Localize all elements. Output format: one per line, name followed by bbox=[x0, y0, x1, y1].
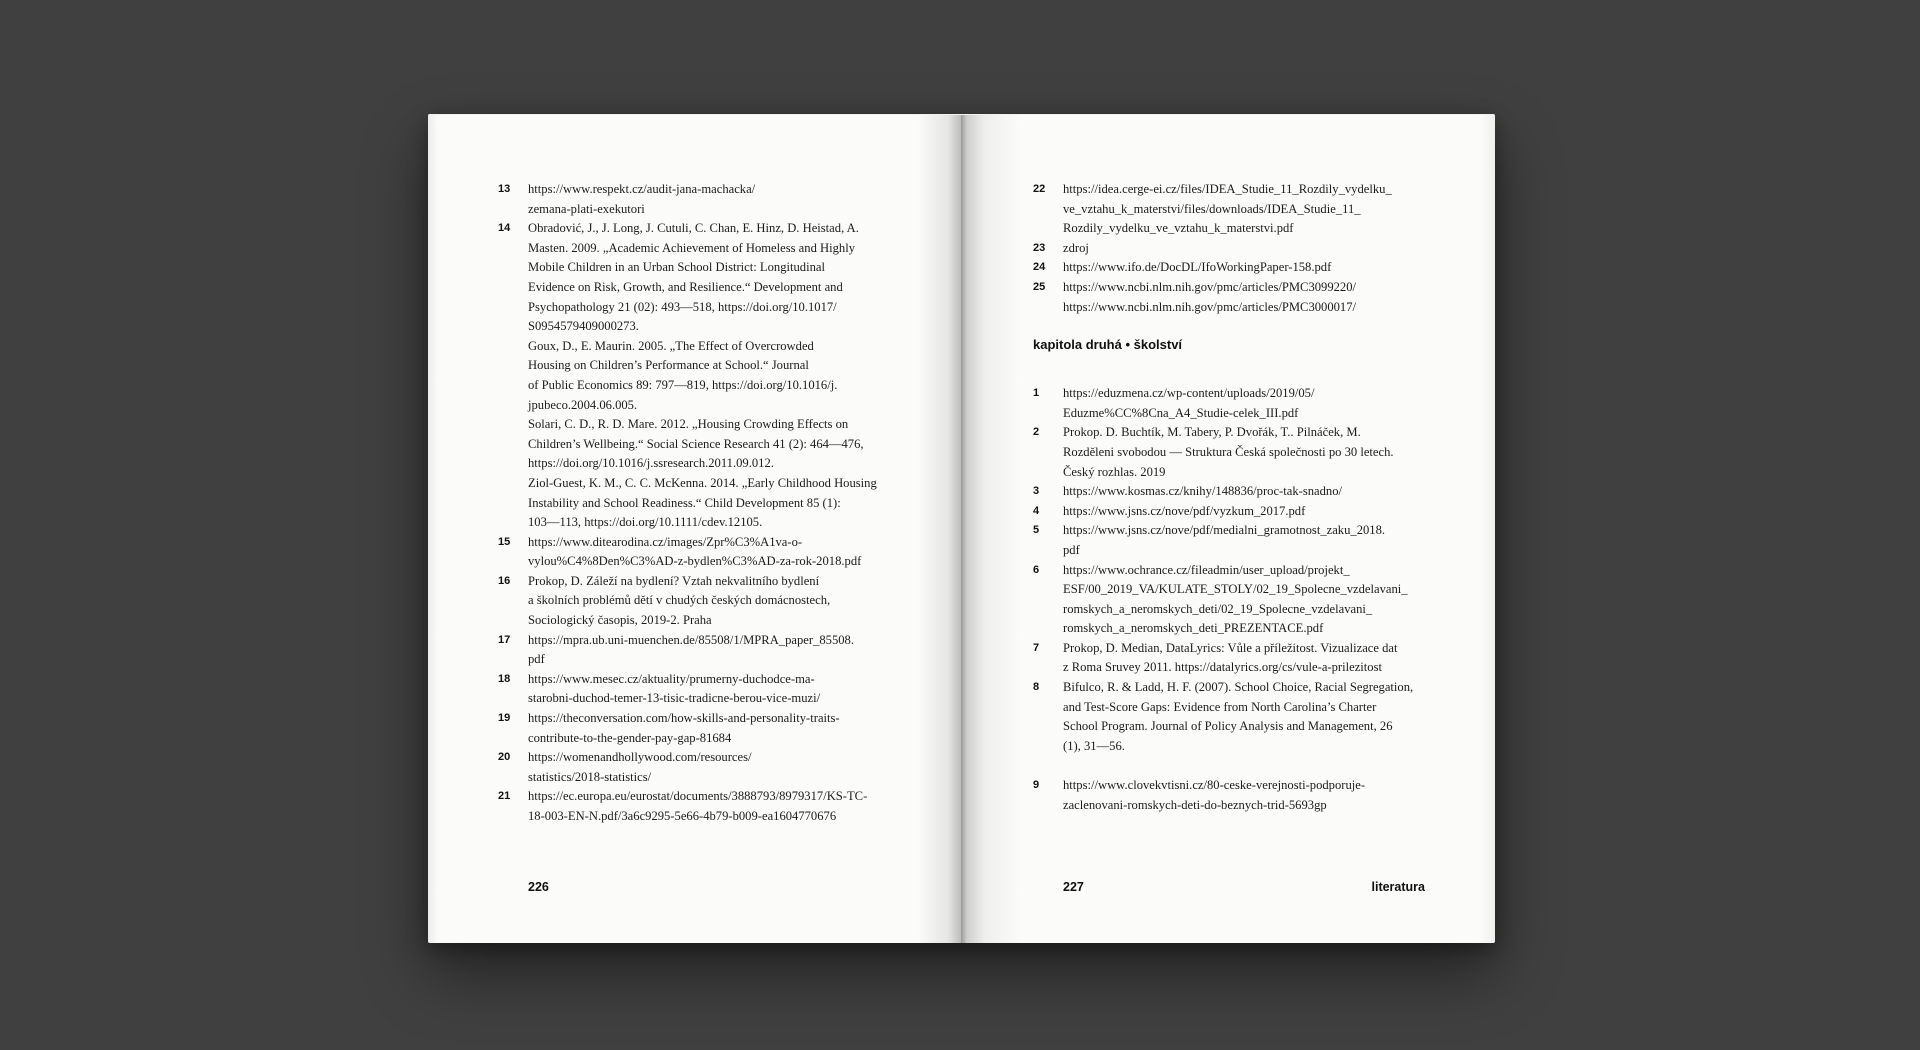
endnote-text: https://www.ncbi.nlm.nih.gov/pmc/articles/PMC3099220/ https://www.ncbi.nlm.nih.gov/pmc/articles/PMC3000017/ bbox=[1063, 279, 1357, 314]
page-number: 227 bbox=[1063, 880, 1084, 894]
endnote bbox=[498, 787, 961, 826]
endnote bbox=[498, 748, 961, 787]
endnote bbox=[1033, 502, 1495, 522]
endnote bbox=[498, 572, 961, 631]
endnote-text: https://www.ditearodina.cz/images/Zpr%C3%A1va-o- vylou%C4%8Den%C3%AD-z-bydlen%C3%AD-za-rok-2018.pdf bbox=[528, 534, 862, 569]
endnote-text: https://eduzmena.cz/wp-content/uploads/2019/05/ Eduzme%CC%8Cna_A4_Studie-celek_III.pdf bbox=[1063, 386, 1315, 420]
endnote bbox=[1033, 180, 1495, 239]
endnote-text: https://womenandhollywood.com/resources/ statistics/2018-statistics/ bbox=[528, 750, 752, 784]
endnote bbox=[1033, 521, 1495, 560]
endnote-number: 2 bbox=[1033, 426, 1040, 439]
page-edge bbox=[428, 114, 961, 115]
endnote-text: zdroj bbox=[1063, 240, 1089, 255]
endnote-text: https://www.ifo.de/DocDL/IfoWorkingPaper-158.pdf bbox=[1063, 260, 1332, 275]
endnote-text: https://www.jsns.cz/nove/pdf/medialni_gramotnost_zaku_2018. pdf bbox=[1063, 523, 1386, 557]
endnote-number: 1 bbox=[1033, 387, 1040, 400]
note-spacer bbox=[1033, 756, 1495, 776]
endnote-number: 25 bbox=[1033, 280, 1046, 293]
endnote-text: Bifulco, R. & Ladd, H. F. (2007). School Choice, Racial Segregation, and Test-Score Gaps: Evidence from North Carolina’s Charter School Program. Journal of Policy Analysis and Management, 26 (1), 31—56. bbox=[1063, 680, 1414, 753]
endnote bbox=[498, 180, 961, 219]
endnote bbox=[1033, 278, 1495, 317]
endnote bbox=[498, 631, 961, 670]
endnote bbox=[1033, 423, 1495, 482]
endnote-number: 15 bbox=[498, 535, 511, 548]
endnote bbox=[498, 709, 961, 748]
endnote-text: https://www.respekt.cz/audit-jana-machacka/ zemana-plati-exekutori bbox=[528, 182, 756, 216]
endnote-number: 5 bbox=[1033, 524, 1040, 537]
endnote-number: 21 bbox=[498, 790, 511, 803]
endnote-number: 8 bbox=[1033, 681, 1040, 694]
endnote-number: 4 bbox=[1033, 504, 1040, 517]
endnote-text: https://www.clovekvtisni.cz/80-ceske-verejnosti-podporuje- zaclenovani-romskych-deti-do-beznych-trid-5693gp bbox=[1063, 778, 1366, 813]
endnote bbox=[1033, 482, 1495, 502]
endnote-number: 23 bbox=[1033, 241, 1046, 254]
endnote bbox=[498, 533, 961, 572]
page-edge bbox=[961, 114, 1495, 115]
open-book bbox=[428, 114, 1495, 943]
endnote-text: https://www.mesec.cz/aktuality/prumerny-duchodce-ma- starobni-duchod-temer-13-tisic-tradicne-berou-vice-muzi/ bbox=[528, 671, 821, 706]
endnote bbox=[1033, 561, 1495, 639]
endnote-text: Prokop. D. Buchtík, M. Tabery, P. Dvořák, T.. Pilnáček, M. Rozděleni svobodou — Struktura Česká společnosti po 30 letech. Český rozhlas. 2019 bbox=[1063, 425, 1394, 479]
endnote bbox=[1033, 639, 1495, 678]
endnote-number: 13 bbox=[498, 183, 511, 195]
endnote-number: 3 bbox=[1033, 485, 1040, 498]
endnote-text: Prokop, D. Záleží na bydlení? Vztah nekvalitního bydlení a školních problémů dětí v chudých českých domácnostech, Sociologický časopis, 2019-2. Praha bbox=[528, 573, 831, 628]
right-page bbox=[961, 114, 1495, 943]
endnote-number: 20 bbox=[498, 751, 511, 764]
endnote bbox=[1033, 776, 1495, 815]
endnote bbox=[498, 219, 961, 533]
endnote-text: https://idea.cerge-ei.cz/files/IDEA_Studie_11_Rozdily_vydelku_ ve_vztahu_k_materstvi/files/downloads/IDEA_Studie_11_ Rozdily_vydelku_ve_vztahu_k_materstvi.pdf bbox=[1063, 182, 1392, 236]
endnote-number: 6 bbox=[1033, 563, 1040, 576]
page-number: 226 bbox=[528, 880, 549, 894]
endnote-number: 14 bbox=[498, 222, 511, 235]
endnote-number: 22 bbox=[1033, 183, 1046, 195]
left-page bbox=[428, 114, 961, 943]
endnote-text: https://www.ochrance.cz/fileadmin/user_upload/projekt_ ESF/00_2019_VA/KULATE_STOLY/02_19_Spolecne_vzdelavani_ romskych_a_neromskych_deti/02_19_Spolecne_vzdelavani_ romskych_a_neromskych_deti_PREZENTACE.pdf bbox=[1063, 562, 1408, 636]
endnote-number: 17 bbox=[498, 633, 511, 646]
endnote bbox=[1033, 239, 1495, 259]
endnote-text: https://ec.europa.eu/eurostat/documents/3888793/8979317/KS-TC- 18-003-EN-N.pdf/3a6c9295-5e66-4b79-b009-ea1604770676 bbox=[528, 789, 868, 823]
endnote-number: 7 bbox=[1033, 641, 1040, 654]
running-title: literatura bbox=[1371, 880, 1425, 894]
endnotes-list bbox=[498, 180, 961, 827]
endnotes-list bbox=[1033, 180, 1495, 816]
endnote-number: 18 bbox=[498, 672, 511, 685]
endnote-number: 9 bbox=[1033, 779, 1040, 792]
endnote-text: Prokop, D. Median, DataLyrics: Vůle a příležitost. Vizualizace dat z Roma Sruvey 2011. https://datalyrics.org/cs/vule-a-prilezitost bbox=[1063, 640, 1398, 675]
endnote-text: https://theconversation.com/how-skills-and-personality-traits- contribute-to-the-gender-pay-gap-81684 bbox=[528, 711, 840, 745]
endnote-text: Obradović, J., J. Long, J. Cutuli, C. Chan, E. Hinz, D. Heistad, A. Masten. 2009. „Academic Achievement of Homeless and Highly Mobile Children in an Urban School District: Longitudinal Evidence on Risk, Growth, and Resilience.“ Development and Psychopathology 21 (02): 493—518, https://doi.org/10.1017/ S0954579409000273. Goux, D., E. Maurin. 2005. „The Effect of Overcrowded Housing on Children’s Performance at School.“ Journal of Public Economics 89: 797—819, https://doi.org/10.1016/j. jpubeco.2004.06.005. Solari, C. D., R. D. Mare. 2012. „Housing Crowding Effects on Children’s Wellbeing.“ Social Science Research 41 (2): 464—476, https://doi.org/10.1016/j.ssresearch.2011.09.012. Ziol-Guest, K. M., C. C. McKenna. 2014. „Early Childhood Housing Instability and School Readiness.“ Child Development 85 (1): 103—113, https://doi.org/10.1111/cdev.12105. bbox=[528, 221, 877, 530]
endnote bbox=[498, 670, 961, 709]
endnote-number: 19 bbox=[498, 712, 511, 725]
chapter-heading: kapitola druhá • školství bbox=[1033, 337, 1183, 353]
endnote bbox=[1033, 258, 1495, 278]
endnote bbox=[1033, 678, 1495, 756]
endnote-text: https://www.jsns.cz/nove/pdf/vyzkum_2017.pdf bbox=[1063, 503, 1306, 518]
endnote-number: 24 bbox=[1033, 261, 1046, 274]
endnote-text: https://www.kosmas.cz/knihy/148836/proc-tak-snadno/ bbox=[1063, 484, 1343, 499]
endnote bbox=[1033, 384, 1495, 423]
endnote-text: https://mpra.ub.uni-muenchen.de/85508/1/MPRA_paper_85508. pdf bbox=[528, 632, 854, 667]
endnote-number: 16 bbox=[498, 574, 511, 587]
